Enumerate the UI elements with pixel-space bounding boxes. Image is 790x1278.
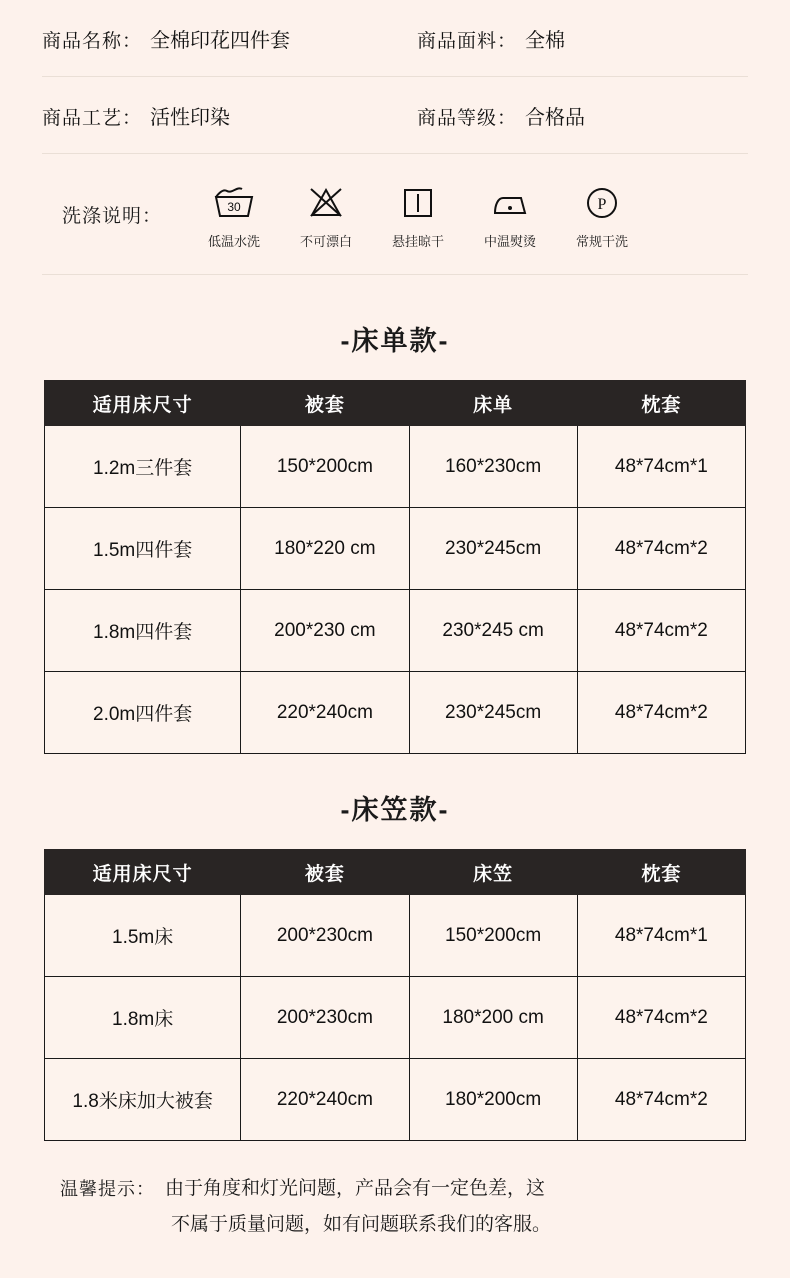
spec-value: 全棉印花四件套 <box>150 29 291 52</box>
iron-medium-icon <box>486 179 534 225</box>
table-cell: 48*74cm*2 <box>577 977 745 1059</box>
spec-row <box>42 77 748 154</box>
warm-tip-note <box>0 1171 790 1243</box>
spec-label: 商品名称： <box>42 30 143 52</box>
table-cell: 1.8米床加大被套 <box>45 1059 241 1141</box>
svg-text:30: 30 <box>227 199 241 214</box>
column-header: 床笠 <box>409 850 577 895</box>
spec-item-grade <box>417 101 585 130</box>
table-cell: 48*74cm*1 <box>577 895 745 977</box>
table-row <box>45 977 746 1059</box>
wash-item <box>556 179 648 250</box>
table-row <box>45 1059 746 1141</box>
table-cell: 220*240cm <box>241 1059 409 1141</box>
table-cell: 1.8m四件套 <box>45 590 241 672</box>
table-cell: 180*200cm <box>409 1059 577 1141</box>
spec-item-fabric <box>417 24 565 53</box>
column-header: 适用床尺寸 <box>45 850 241 895</box>
column-header: 枕套 <box>577 381 745 426</box>
note-line-2: 不属于质量问题，如有问题联系我们的客服。 <box>171 1214 552 1235</box>
wash-item-label: 常规干洗 <box>576 233 629 249</box>
spec-value: 活性印染 <box>150 106 231 129</box>
table-cell: 1.8m床 <box>45 977 241 1059</box>
table-cell: 48*74cm*1 <box>577 426 745 508</box>
column-header: 适用床尺寸 <box>45 381 241 426</box>
wash-item <box>188 179 280 250</box>
spec-label: 商品面料： <box>417 30 518 52</box>
wash-item <box>372 179 464 250</box>
table-cell: 2.0m四件套 <box>45 672 241 754</box>
wash-item <box>464 179 556 250</box>
table-cell: 150*200cm <box>409 895 577 977</box>
sheet-section-title: -床单款- <box>340 326 450 356</box>
column-header: 被套 <box>241 850 409 895</box>
fitted-section-title: -床笠款- <box>340 795 450 825</box>
table-cell: 48*74cm*2 <box>577 508 745 590</box>
column-header: 枕套 <box>577 850 745 895</box>
wash-item-label: 低温水洗 <box>208 233 261 249</box>
table-cell: 160*230cm <box>409 426 577 508</box>
wash-item-label: 悬挂晾干 <box>392 233 445 249</box>
hang-dry-square-icon <box>395 179 441 225</box>
table-cell: 230*245cm <box>409 672 577 754</box>
table-cell: 48*74cm*2 <box>577 1059 745 1141</box>
table-cell: 180*220 cm <box>241 508 409 590</box>
table-header-row <box>45 381 746 426</box>
fitted-size-table <box>44 849 746 1141</box>
note-line-1: 由于角度和灯光问题，产品会有一定色差，这 <box>165 1178 546 1199</box>
table-cell: 230*245cm <box>409 508 577 590</box>
table-cell: 220*240cm <box>241 672 409 754</box>
table-cell: 180*200 cm <box>409 977 577 1059</box>
spec-row <box>42 0 748 77</box>
table-cell: 150*200cm <box>241 426 409 508</box>
table-row <box>45 426 746 508</box>
table-cell: 48*74cm*2 <box>577 590 745 672</box>
wash-item-label: 中温熨烫 <box>484 233 537 249</box>
wash-tub-30-icon <box>211 179 257 225</box>
table-cell: 1.2m三件套 <box>45 426 241 508</box>
table-cell: 200*230cm <box>241 895 409 977</box>
sheet-size-table <box>44 380 746 754</box>
wash-instructions-row <box>42 154 748 275</box>
svg-text:P: P <box>597 195 607 213</box>
table-header-row <box>45 850 746 895</box>
table-cell: 200*230 cm <box>241 590 409 672</box>
note-label: 温馨提示： <box>60 1179 155 1199</box>
spec-item-craft <box>42 101 417 130</box>
spec-label: 商品工艺： <box>42 107 143 129</box>
table-row <box>45 508 746 590</box>
column-header: 床单 <box>409 381 577 426</box>
table-cell: 1.5m床 <box>45 895 241 977</box>
column-header: 被套 <box>241 381 409 426</box>
spec-table <box>0 0 790 275</box>
sheet-size-table-wrap <box>0 380 790 754</box>
spec-item-product-name <box>42 24 417 53</box>
spec-value: 全棉 <box>525 29 566 52</box>
table-row <box>45 672 746 754</box>
table-cell: 230*245 cm <box>409 590 577 672</box>
table-row <box>45 895 746 977</box>
fitted-size-table-wrap <box>0 849 790 1141</box>
wash-item-label: 不可漂白 <box>300 233 353 249</box>
note-body <box>165 1171 551 1243</box>
wash-instructions-label: 洗涤说明： <box>62 205 163 227</box>
no-bleach-triangle-icon <box>303 179 349 225</box>
spec-label: 商品等级： <box>417 107 518 129</box>
table-cell: 1.5m四件套 <box>45 508 241 590</box>
table-cell: 200*230cm <box>241 977 409 1059</box>
wash-icon-list <box>188 179 648 250</box>
table-cell: 48*74cm*2 <box>577 672 745 754</box>
table-row <box>45 590 746 672</box>
dry-clean-p-circle-icon <box>579 179 625 225</box>
spec-value: 合格品 <box>525 106 586 129</box>
wash-item <box>280 179 372 250</box>
